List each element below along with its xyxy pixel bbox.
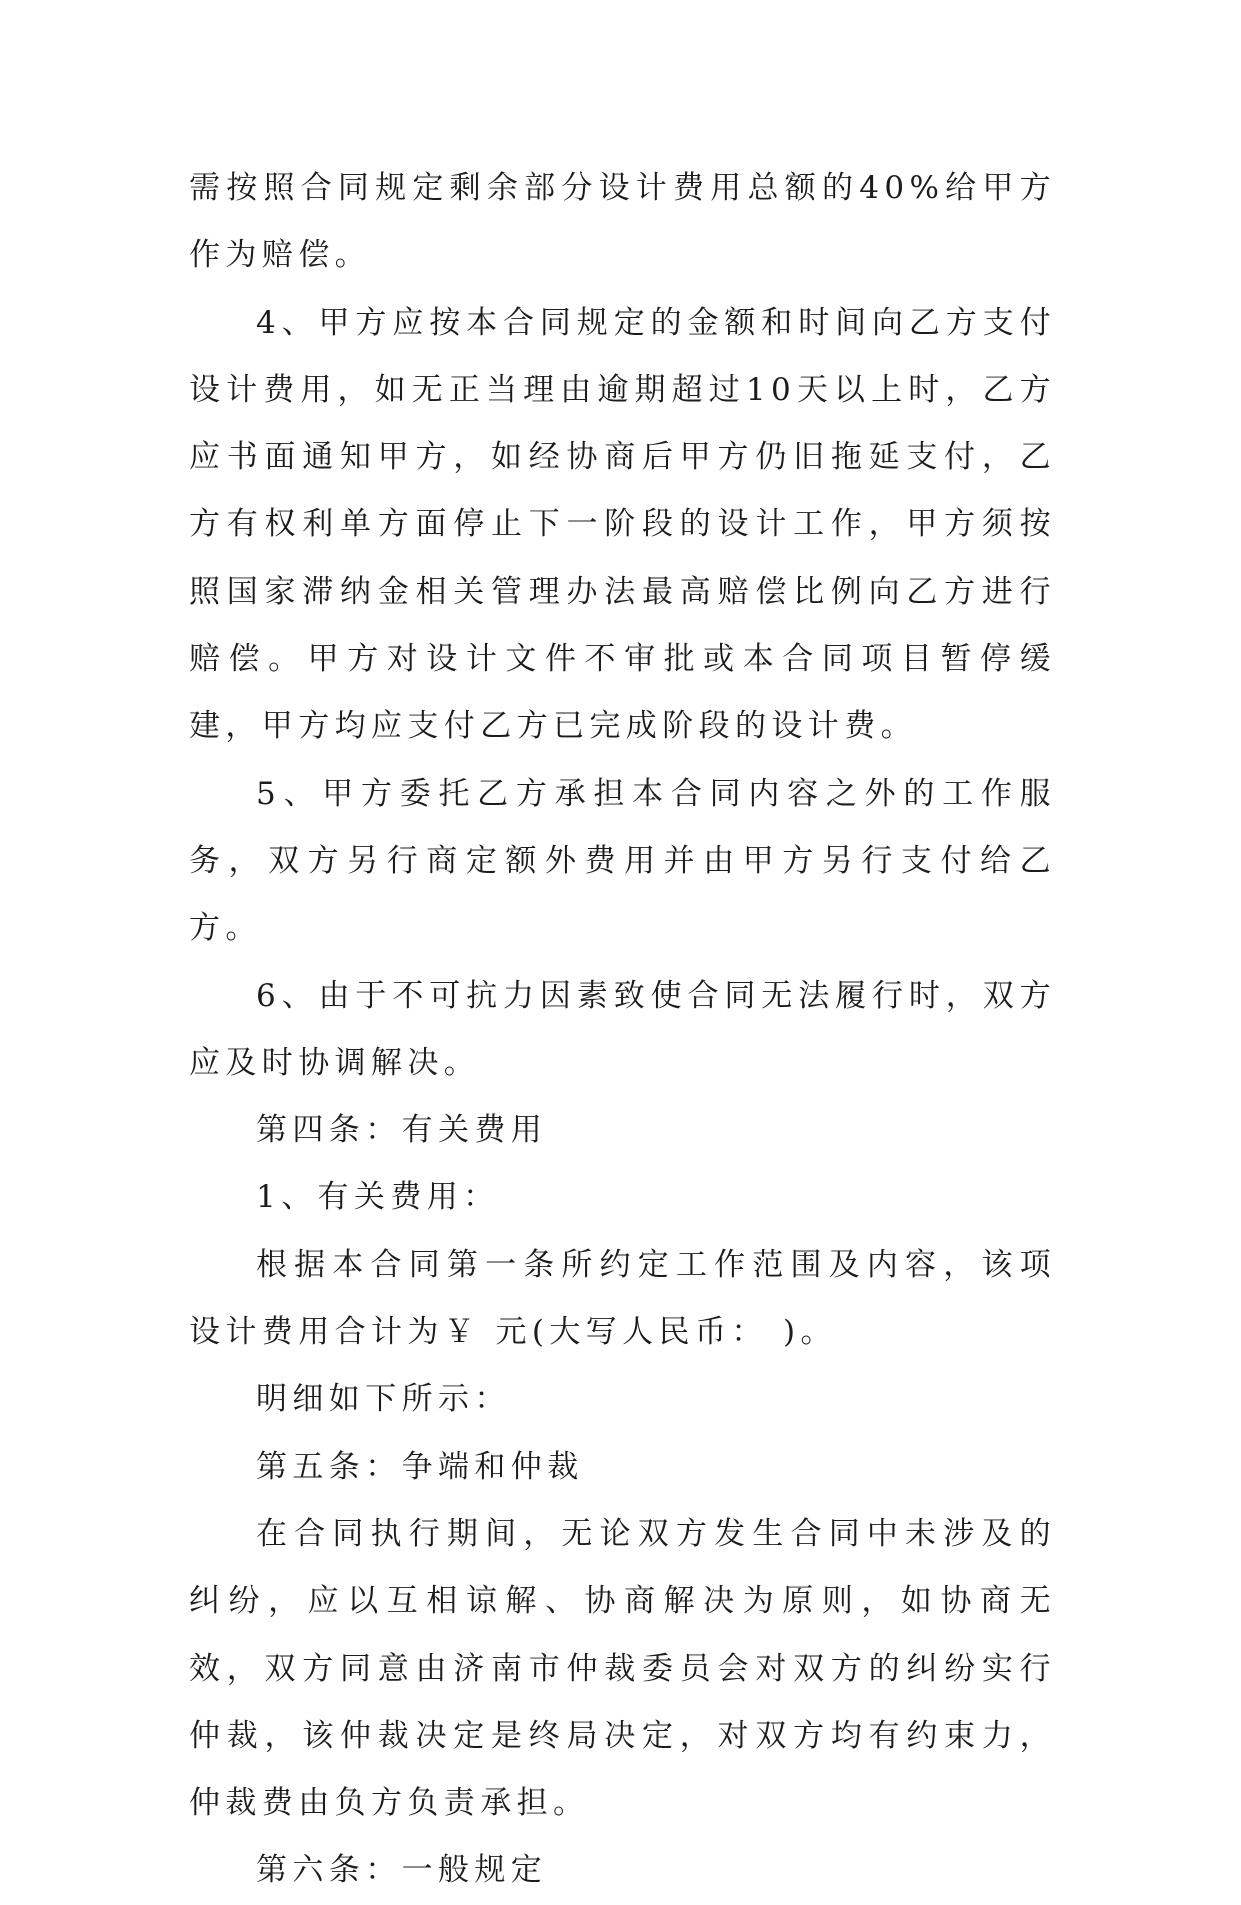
paragraph-clause-4: 4、甲方应按本合同规定的金额和时间向乙方支付设计费用，如无正当理由逾期超过10天以上时，乙方应书面通知甲方，如经协商后甲方仍旧拖延支付，乙方有权利单方面停止下一阶段的设计工作，甲方须按照国家滞纳金相关管理办法最高赔偿比例向乙方进行赔偿。甲方对设计文件不审批或本合同项目暂停缓建，甲方均应支付乙方已完成阶段的设计费。: [189, 304, 1056, 745]
paragraph-fees-total: 根据本合同第一条所约定工作范围及内容，该项设计费用合计为￥ 元(大写人民币： )。: [189, 1246, 1056, 1351]
article-4-heading: 第四条：有关费用: [256, 1112, 548, 1149]
paragraph-compensation-tail: 需按照合同规定剩余部分设计费用总额的40%给甲方作为赔偿。: [189, 170, 1056, 274]
article-5-heading: 第五条：争端和仲裁: [256, 1448, 584, 1485]
paragraph-clause-5: 5、甲方委托乙方承担本合同内容之外的工作服务，双方另行商定额外费用并由甲方另行支付给乙方。: [189, 775, 1056, 947]
document-body: [189, 155, 1056, 1905]
paragraph-fees-item-1: 1、有关费用：: [256, 1179, 500, 1216]
paragraph-fees-details: 明细如下所示：: [256, 1381, 511, 1418]
paragraph-clause-6: 6、由于不可抗力因素致使合同无法履行时，双方应及时协调解决。: [189, 977, 1056, 1081]
article-6-heading: 第六条：一般规定: [256, 1852, 548, 1889]
paragraph-arbitration: 在合同执行期间，无论双方发生合同中未涉及的纠纷，应以互相谅解、协商解决为原则，如协商无效，双方同意由济南市仲裁委员会对双方的纠纷实行仲裁，该仲裁决定是终局决定，对双方均有约束力，仲裁费由负方负责承担。: [189, 1515, 1056, 1822]
